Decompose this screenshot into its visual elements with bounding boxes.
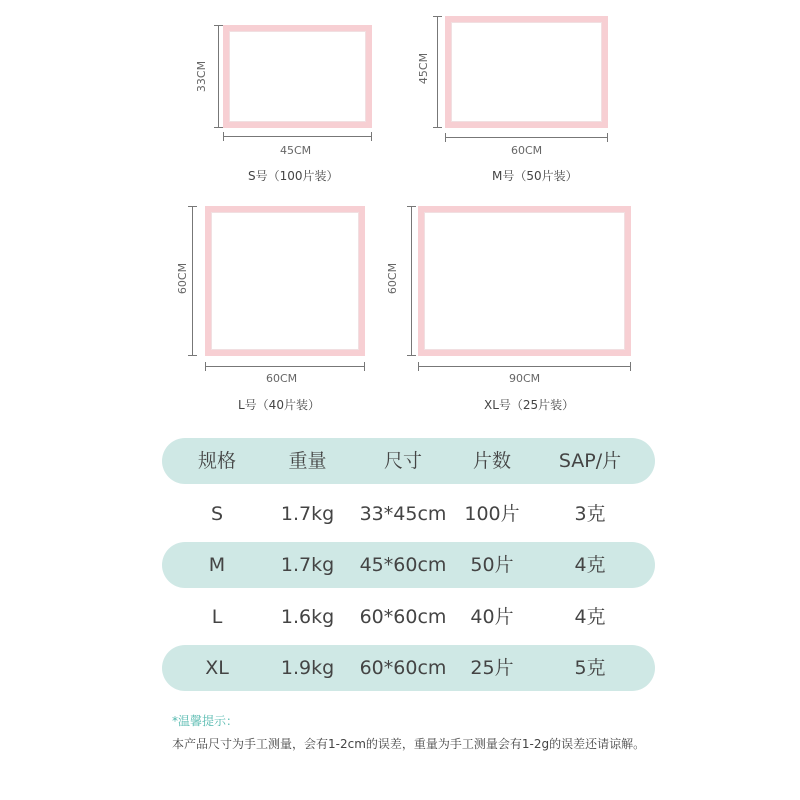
header-sap: SAP/片 (558, 450, 622, 472)
pad-s-diagram (223, 25, 372, 128)
cell-count: 50片 (470, 554, 514, 576)
width-dimension-s (223, 132, 372, 141)
cell-sap: 5克 (574, 657, 606, 679)
header-weight: 重量 (288, 450, 327, 472)
cell-spec: L (211, 606, 223, 628)
cell-count: 40片 (470, 606, 514, 628)
height-label-xl: 60CM (386, 262, 400, 295)
header-size: 尺寸 (383, 450, 422, 472)
table-row (162, 542, 655, 588)
header-count: 片数 (472, 450, 511, 472)
cell-spec: S (210, 503, 224, 525)
width-dimension-m (445, 133, 608, 142)
cell-weight: 1.7kg (280, 503, 335, 525)
height-label-l: 60CM (176, 262, 190, 295)
cell-spec: M (208, 554, 226, 576)
width-dimension-xl (418, 362, 631, 371)
width-label-xl: 90CM (509, 372, 541, 385)
table-header-row (162, 438, 655, 484)
cell-size: 45*60cm (359, 554, 447, 576)
cell-weight: 1.9kg (280, 657, 335, 679)
pad-l-diagram (205, 206, 365, 356)
height-dimension-m (433, 16, 442, 128)
cell-count: 25片 (470, 657, 514, 679)
cell-spec: XL (205, 657, 229, 679)
cell-size: 60*60cm (359, 606, 447, 628)
width-label-l: 60CM (266, 372, 298, 385)
height-dimension-l (188, 206, 197, 356)
pad-xl-diagram (418, 206, 631, 356)
cell-sap: 4克 (574, 606, 606, 628)
cell-weight: 1.6kg (280, 606, 335, 628)
cell-sap: 3克 (574, 503, 606, 525)
table-row (162, 645, 655, 691)
caption-s: S号（100片装） (248, 169, 339, 183)
width-label-s: 45CM (280, 144, 312, 157)
table-row (162, 594, 655, 640)
height-label-s: 33CM (195, 60, 209, 93)
caption-l: L号（40片装） (238, 398, 320, 412)
height-label-m: 45CM (417, 52, 431, 85)
pad-m-diagram (445, 16, 608, 128)
cell-sap: 4克 (574, 554, 606, 576)
cell-size: 60*60cm (359, 657, 447, 679)
note-title: *温馨提示： (172, 714, 239, 728)
width-dimension-l (205, 362, 365, 371)
cell-count: 100片 (464, 503, 520, 525)
cell-size: 33*45cm (359, 503, 447, 525)
note-body: 本产品尺寸为手工测量，会有1-2cm的误差，重量为手工测量会有1-2g的误差还请谅解。 (172, 737, 646, 751)
width-label-m: 60CM (511, 144, 543, 157)
cell-weight: 1.7kg (280, 554, 335, 576)
caption-m: M号（50片装） (492, 169, 578, 183)
height-dimension-s (214, 25, 223, 128)
table-row (162, 491, 655, 537)
height-dimension-xl (407, 206, 416, 356)
caption-xl: XL号（25片装） (484, 398, 575, 412)
header-spec: 规格 (197, 450, 236, 472)
